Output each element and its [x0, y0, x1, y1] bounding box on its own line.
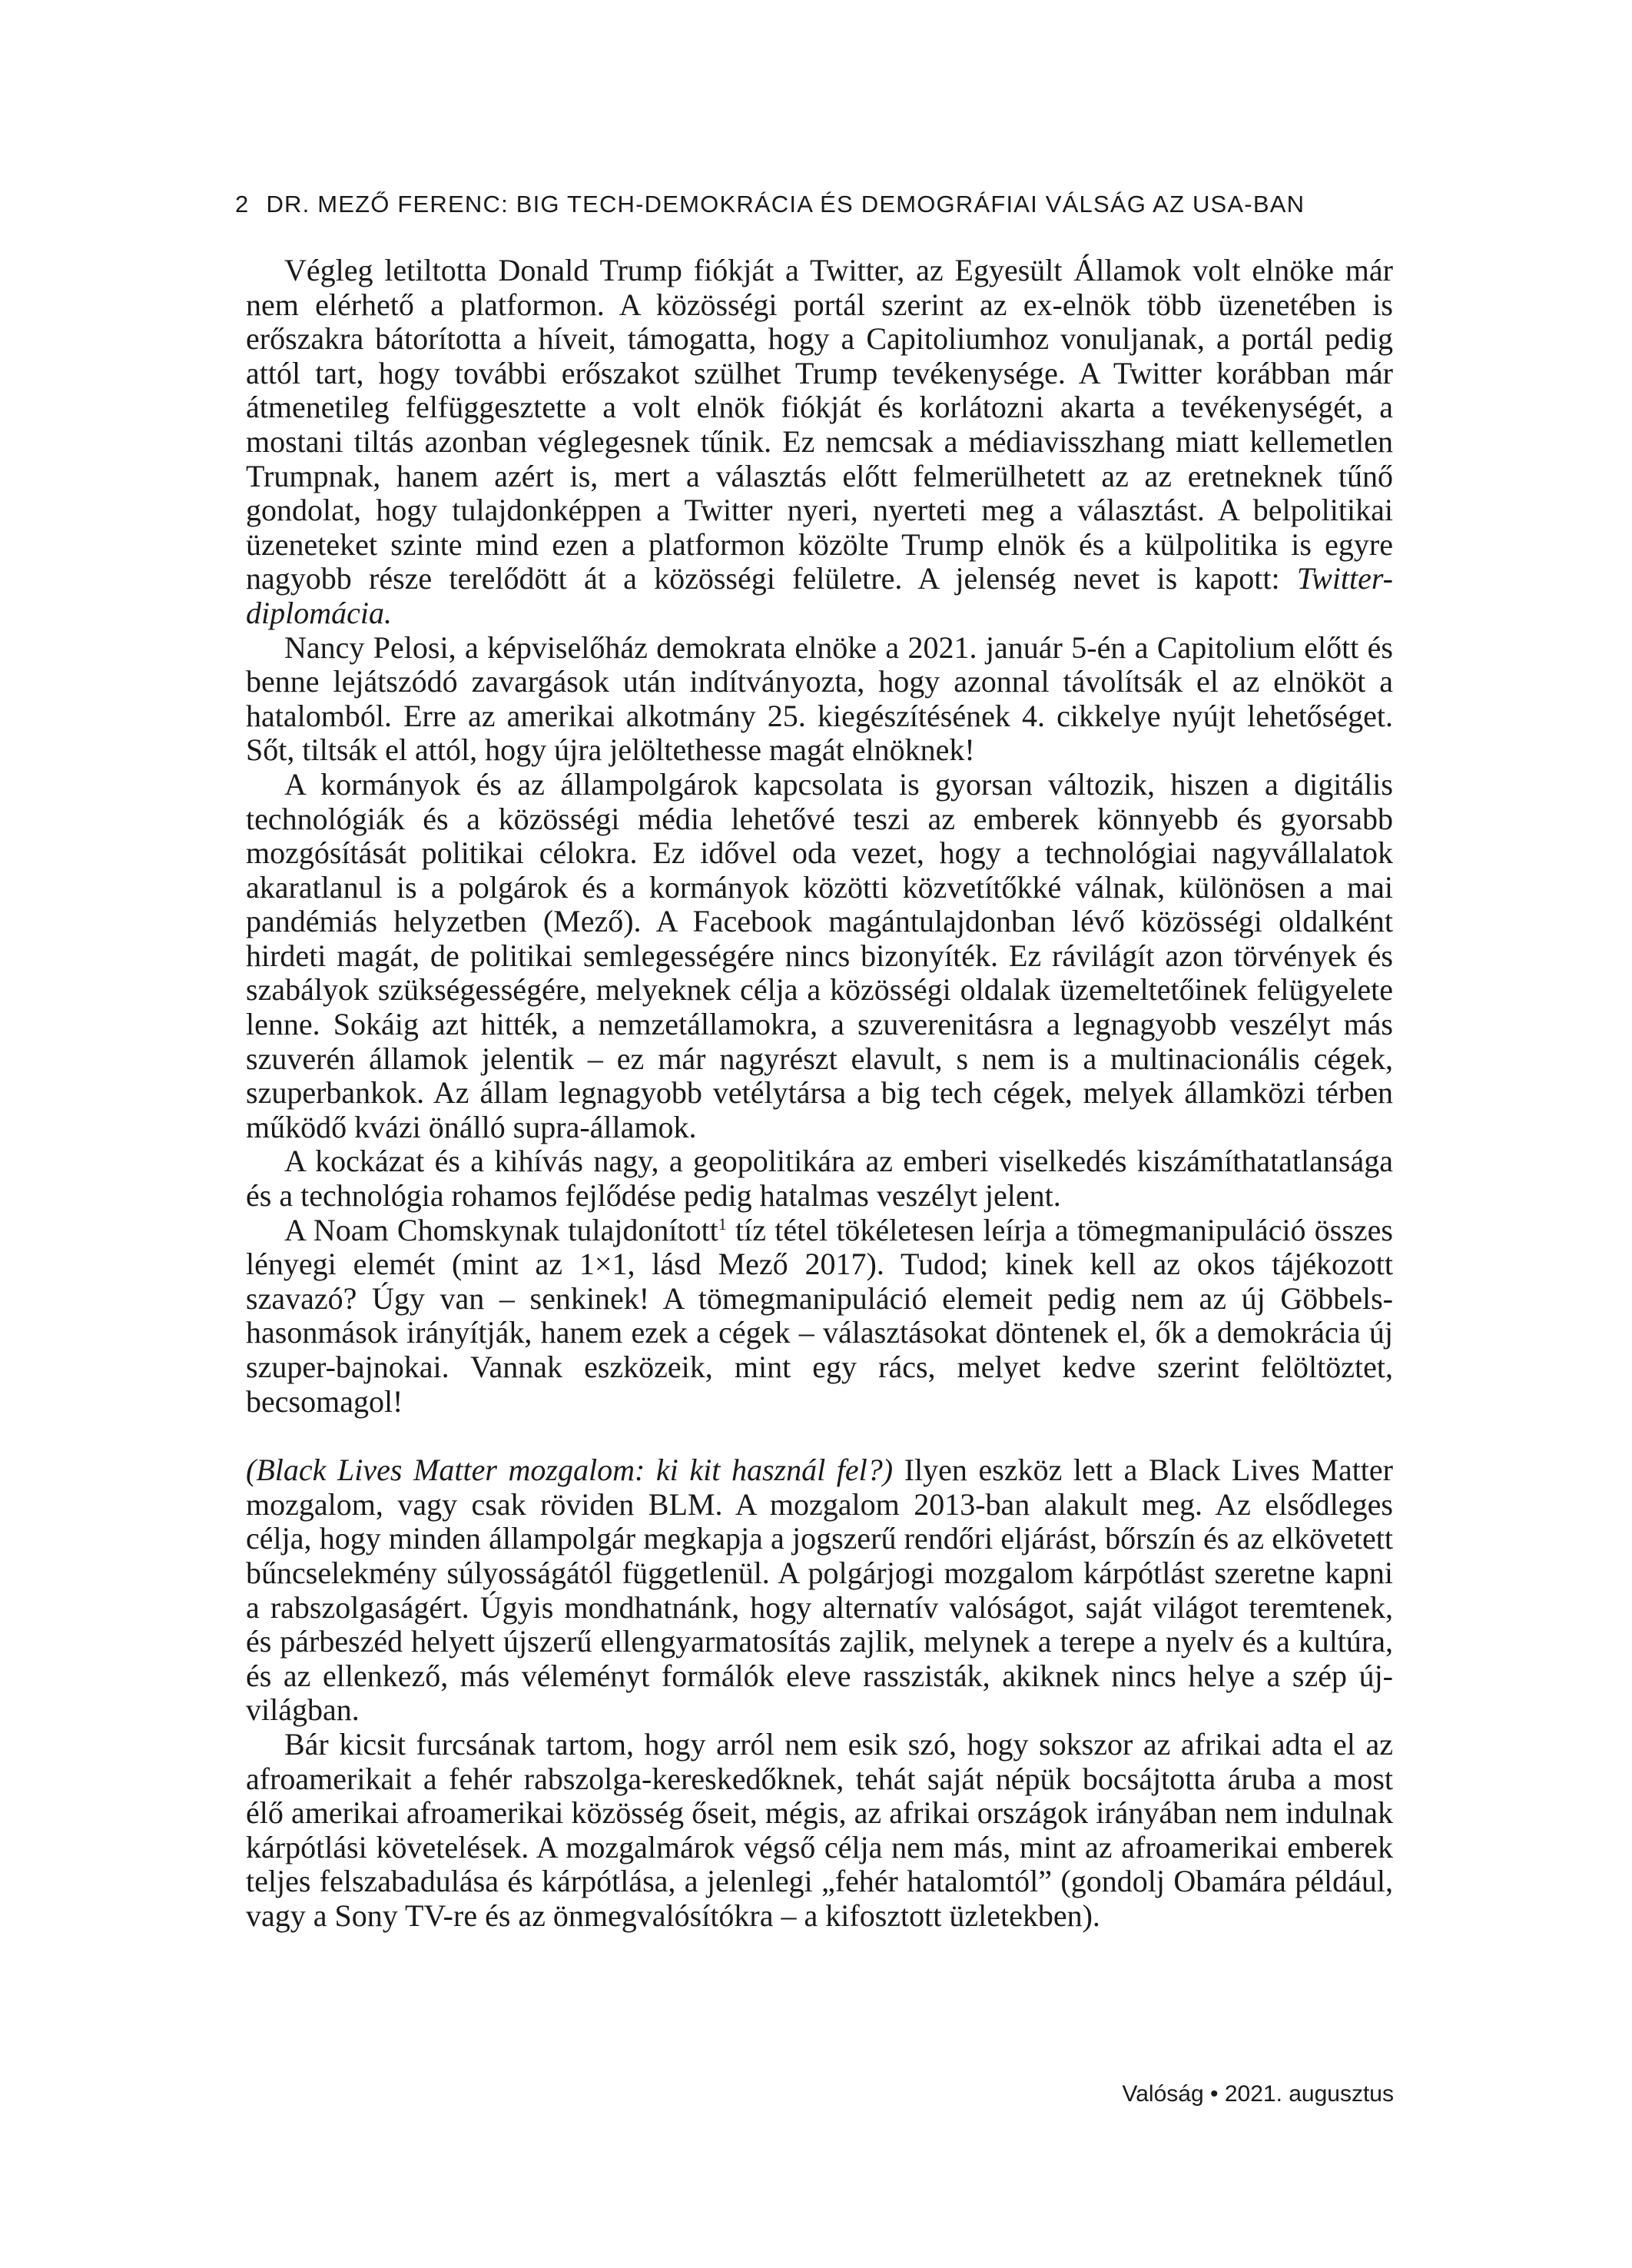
running-footer: Valóság • 2021. augusztus — [1122, 2081, 1394, 2107]
paragraph-text: Végleg letiltotta Donald Trump fiókját a Twitter, az Egyesült Államok volt elnöke már nem elérhető a platformon. A közösségi portál szerint az ex-elnök több üzenetében is erőszakra bátorította a híveit, támogatta, hogy a Capitoliumhoz vonuljanak, a portál pedig attól tart, hogy további erőszakot szülhet Trump tevékenysége. A Twitter korábban már átmenetileg felfüggesztette a volt elnök fiókját és korlátozni akarta a tevékenységét, a mostani tiltás azonban véglegesnek tűnik. Ez nemcsak a médiavisszhang miatt kellemetlen Trumpnak, hanem azért is, mert a választás előtt felmerülhetett az az eretneknek tűnő gondolat, hogy tulajdonképpen a Twitter nyeri, nyerteti meg a választást. A belpolitikai üzeneteket szinte mind ezen a platformon közölte Trump elnök és a külpolitika is egyre nagyobb része terelődött át a közösségi felületre. A jelenség nevet is kapott: — [246, 253, 1393, 596]
paragraph — [246, 254, 1393, 631]
footnote-marker: 1 — [718, 1214, 727, 1234]
paragraph-text: tíz tétel tökéletesen leírja a tömegmanipuláció összes lényegi elemét (mint az 1×1, lásd Mező 2017). Tudod; kinek kell az okos tájékozott szavazó? Úgy van – senkinek! A tömegmanipuláció elemeit pedig nem az új Göbbels-hasonmások irányítják, hanem ezek a cégek – választásokat döntenek el, ők a demokrácia új szuper-bajnokai. Vannak eszközeik, mint egy rács, melyet kedve szerint felöltöztet, becsomagol! — [246, 1212, 1394, 1419]
paragraph — [246, 1214, 1393, 1420]
article-body — [246, 254, 1393, 1934]
paragraph: Bár kicsit furcsának tartom, hogy arról nem esik szó, hogy sokszor az afrikai adta el az afroamerikait a fehér rabszolga-kereskedőknek, tehát saját népük bocsájtotta áruba a most élő amerikai afroamerikai közösség őseit, mégis, az afrikai országok irányában nem indulnak kárpótlási követelések. A mozgalmárok végső célja nem más, mint az afroamerikai emberek teljes felszabadulása és kárpótlása, a jelenlegi „fehér hatalomtól” (gondolj Obamára például, vagy a Sony TV-re és az önmegvalósítókra – a kifosztott üzletekben). — [246, 1726, 1393, 1933]
paragraph-text: A Noam Chomskynak tulajdonított — [284, 1212, 718, 1247]
paragraph: A kormányok és az állampolgárok kapcsolata is gyorsan változik, hiszen a digitális technológiák és a közösségi média lehetővé teszi az emberek könnyebb és gyorsabb mozgósítását politikai célokra. Ez idővel oda vezet, hogy a technológiai nagyvállalatok akaratlanul is a polgárok és a kormányok közötti közvetítőkké válnak, különösen a mai pandémiás helyzetben (Mező). A Facebook magántulajdonban lévő közösségi oldalként hirdeti magát, de politikai semlegességére nincs bizonyíték. Ez rávilágít azon törvények és szabályok szükségességére, melyeknek célja a közösségi oldalak üzemeltetőinek felügyelete lenne. Sokáig azt hitték, a nemzetállamokra, a szuverenitásra a legnagyobb veszélyt más szuverén államok jelentik – ez már nagyrészt elavult, s nem is a multinacionális cégek, szuperbankok. Az állam legnagyobb vetélytársa a big tech cégek, melyek államközi térben működő kvázi önálló supra-államok. — [246, 766, 1393, 1144]
page-number: 2 — [235, 191, 250, 218]
running-header — [235, 189, 1403, 220]
paragraph-text: Ilyen eszköz lett a Black Lives Matter mozgalom, vagy csak röviden BLM. A mozgalom 2013-ban alakult meg. Az elsődleges célja, hogy minden állampolgár megkapja a jogszerű rendőri eljárást, bőrszín és az elkövetett bűncselekmény súlyosságától függetlenül. A polgárjogi mozgalom kárpótlást szeretne kapni a rabszolgaságért. Úgyis mondhatnánk, hogy alternatív valóságot, saját világot teremtenek, és párbeszéd helyett újszerű ellengyarmatosítás zajlik, melynek a terepe a nyelv és a kultúra, és az ellenkező, más véleményt formálók eleve rasszisták, akiknek nincs helye a szép új-világban. — [246, 1453, 1393, 1728]
running-title: DR. MEZŐ FERENC: BIG TECH-DEMOKRÁCIA ÉS DEMOGRÁFIAI VÁLSÁG AZ USA-BAN — [266, 191, 1305, 218]
italic-term: Twitter-diplomácia. — [246, 561, 1393, 630]
paragraph — [246, 1453, 1393, 1728]
section-heading: (Black Lives Matter mozgalom: ki kit használ fel?) — [246, 1453, 894, 1488]
paragraph: A kockázat és a kihívás nagy, a geopolitikára az emberi viselkedés kiszámíthatatlansága és a technológia rohamos fejlődése pedig hatalmas veszélyt jelent. — [246, 1144, 1393, 1214]
paragraph: Nancy Pelosi, a képviselőház demokrata elnöke a 2021. január 5-én a Capitolium előtt és benne lejátszódó zavargások után indítványozta, hogy azonnal távolítsák el az elnököt a hatalomból. Erre az amerikai alkotmány 25. kiegészítésének 4. cikkelye nyújt lehetőséget. Sőt, tiltsák el attól, hogy újra jelöltethesse magát elnöknek! — [246, 629, 1393, 768]
